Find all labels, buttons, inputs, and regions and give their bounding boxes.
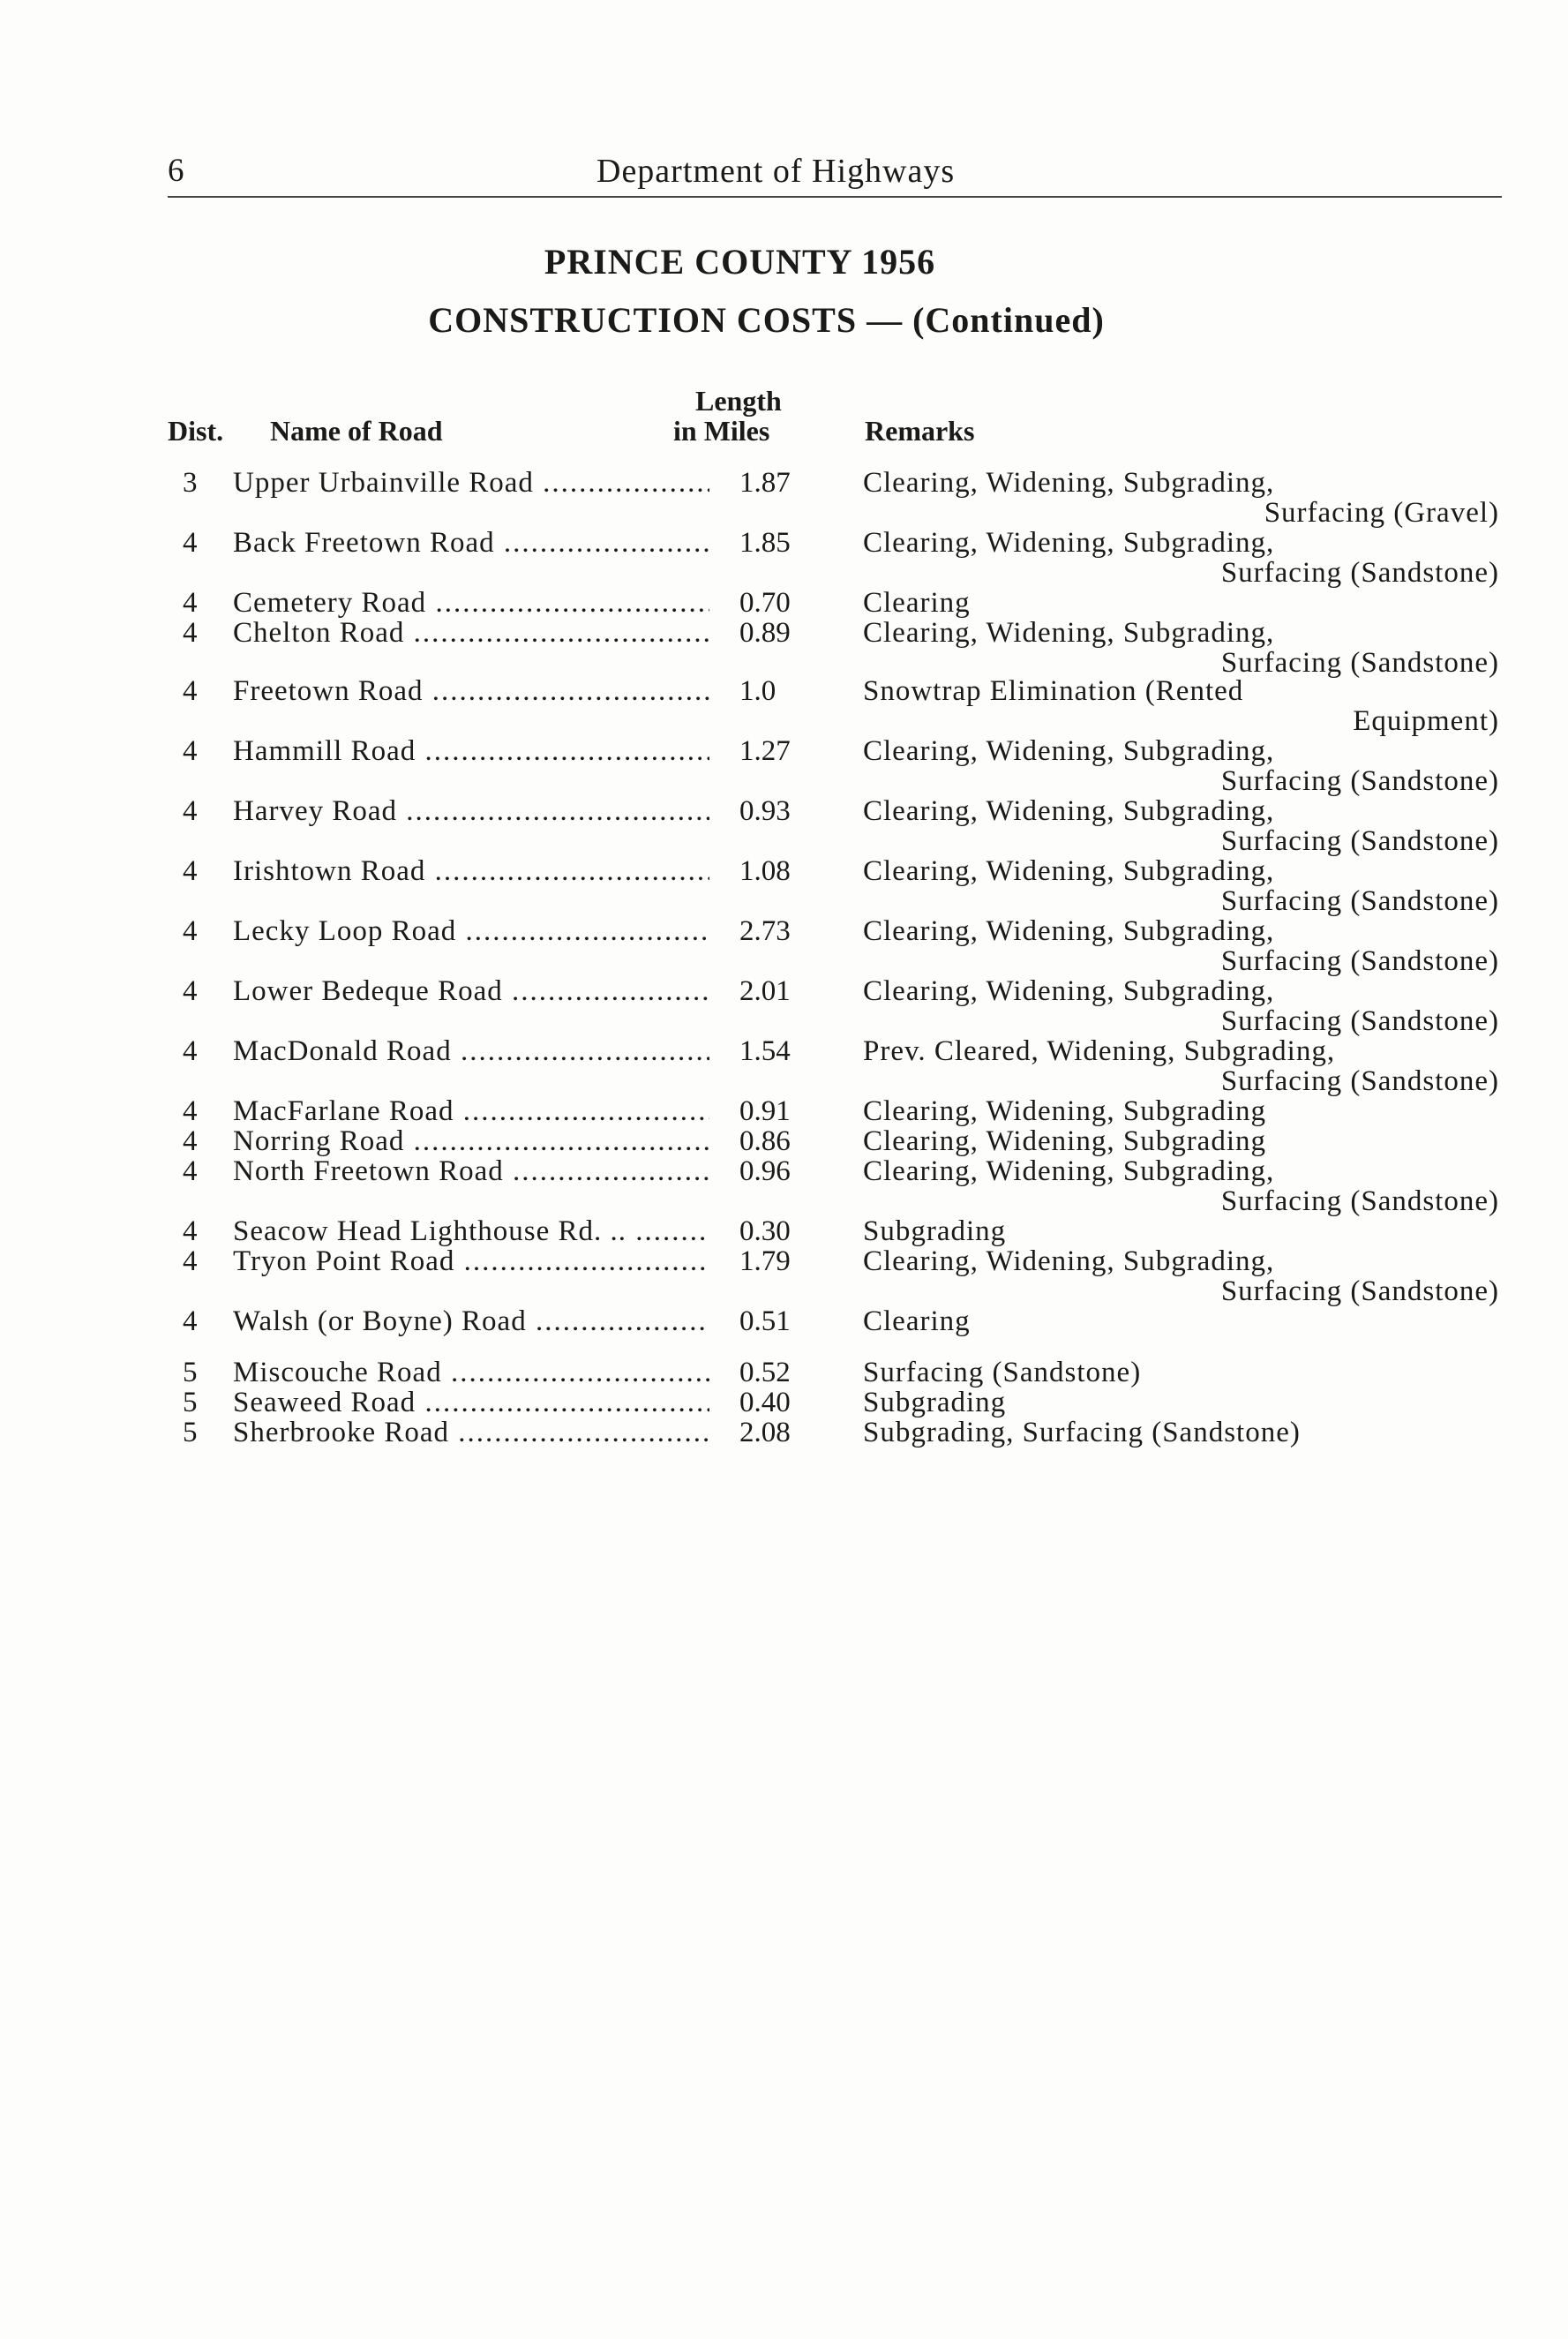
row-dist: 5	[183, 1357, 198, 1388]
row-length: 1.0	[739, 675, 776, 707]
row-road-name: Harvey Road .....	[233, 796, 709, 826]
row-remarks: Clearing, Widening, Subgrading,	[863, 795, 1275, 827]
row-length: 1.79	[739, 1245, 791, 1277]
row-length: 1.27	[739, 735, 791, 767]
row-dist: 4	[183, 1245, 198, 1277]
row-remarks-continued: Surfacing (Sandstone)	[1220, 1005, 1499, 1037]
row-length: 0.51	[739, 1305, 791, 1337]
row-road-name: MacDonald Road .....	[233, 1036, 709, 1066]
row-remarks: Subgrading	[863, 1387, 1007, 1418]
row-road-name: Hammill Road .....	[233, 736, 709, 766]
row-dist: 5	[183, 1387, 198, 1418]
row-dist: 4	[183, 975, 198, 1007]
row-length: 0.96	[739, 1155, 791, 1187]
row-length: 0.52	[739, 1357, 791, 1388]
row-dist: 4	[183, 675, 198, 707]
header-rule	[168, 196, 1502, 198]
row-dist: 4	[183, 527, 198, 559]
row-length: 0.89	[739, 617, 791, 649]
row-length: 2.08	[739, 1417, 791, 1448]
row-remarks: Clearing, Widening, Subgrading,	[863, 855, 1275, 887]
row-remarks-continued: Equipment)	[1353, 705, 1499, 737]
row-road-name: Freetown Road .....	[233, 676, 709, 706]
row-dist: 3	[183, 467, 198, 499]
row-dist: 4	[183, 1155, 198, 1187]
row-road-name: Cemetery Road .....	[233, 588, 709, 618]
row-road-name: Seaweed Road .....	[233, 1388, 709, 1418]
row-road-name: Upper Urbainville Road .....	[233, 468, 709, 498]
running-title: Department of Highways	[596, 153, 956, 190]
row-remarks-continued: Surfacing (Sandstone)	[1220, 885, 1499, 917]
row-dist: 4	[183, 1095, 198, 1127]
row-remarks: Clearing, Widening, Subgrading,	[863, 467, 1275, 499]
row-remarks: Clearing, Widening, Subgrading	[863, 1125, 1267, 1157]
row-length: 1.87	[739, 467, 791, 499]
row-length: 0.40	[739, 1387, 791, 1418]
row-road-name: North Freetown Road .....	[233, 1156, 709, 1186]
row-remarks: Surfacing (Sandstone)	[863, 1357, 1142, 1388]
row-dist: 4	[183, 1305, 198, 1337]
row-road-name: Seacow Head Lighthouse Rd. .. .....	[233, 1216, 709, 1246]
row-road-name: Walsh (or Boyne) Road .....	[233, 1306, 709, 1336]
row-length: 2.01	[739, 975, 791, 1007]
row-dist: 4	[183, 1215, 198, 1247]
row-dist: 4	[183, 587, 198, 619]
row-length: 0.86	[739, 1125, 791, 1157]
row-remarks: Clearing, Widening, Subgrading,	[863, 527, 1275, 559]
row-remarks: Clearing, Widening, Subgrading	[863, 1095, 1267, 1127]
page-number: 6	[168, 153, 184, 189]
row-dist: 4	[183, 1035, 198, 1067]
row-remarks: Clearing, Widening, Subgrading,	[863, 975, 1275, 1007]
row-road-name: Sherbrooke Road .....	[233, 1418, 709, 1448]
column-header-length-line2: in Miles	[673, 415, 770, 447]
row-remarks-continued: Surfacing (Sandstone)	[1220, 1275, 1499, 1307]
row-road-name: Tryon Point Road .....	[233, 1246, 709, 1276]
row-remarks: Prev. Cleared, Widening, Subgrading,	[863, 1035, 1336, 1067]
row-length: 0.91	[739, 1095, 791, 1127]
column-header-remarks: Remarks	[865, 415, 975, 447]
row-length: 0.93	[739, 795, 791, 827]
row-road-name: Lecky Loop Road .....	[233, 916, 709, 946]
row-length: 1.08	[739, 855, 791, 887]
row-remarks: Clearing	[863, 587, 971, 619]
row-length: 0.70	[739, 587, 791, 619]
row-remarks: Clearing, Widening, Subgrading,	[863, 915, 1275, 947]
row-dist: 4	[183, 795, 198, 827]
column-header-length-line1: Length	[695, 385, 782, 417]
section-title: CONSTRUCTION COSTS — (Continued)	[428, 300, 1105, 340]
row-remarks: Clearing	[863, 1305, 971, 1337]
row-remarks-continued: Surfacing (Sandstone)	[1220, 557, 1499, 589]
row-length: 0.30	[739, 1215, 791, 1247]
row-road-name: Back Freetown Road .....	[233, 528, 709, 558]
row-remarks: Clearing, Widening, Subgrading,	[863, 1155, 1275, 1187]
row-dist: 4	[183, 735, 198, 767]
row-remarks-continued: Surfacing (Sandstone)	[1220, 825, 1499, 857]
row-remarks: Clearing, Widening, Subgrading,	[863, 1245, 1275, 1277]
row-remarks-continued: Surfacing (Sandstone)	[1220, 647, 1499, 679]
row-road-name: Chelton Road .....	[233, 618, 709, 648]
column-header-dist: Dist.	[168, 415, 224, 447]
row-remarks: Clearing, Widening, Subgrading,	[863, 617, 1275, 649]
row-dist: 4	[183, 1125, 198, 1157]
row-length: 2.73	[739, 915, 791, 947]
row-remarks-continued: Surfacing (Sandstone)	[1220, 765, 1499, 797]
row-road-name: Miscouche Road .....	[233, 1358, 709, 1388]
row-road-name: Lower Bedeque Road .....	[233, 976, 709, 1006]
row-dist: 5	[183, 1417, 198, 1448]
county-title: PRINCE COUNTY 1956	[544, 242, 936, 282]
row-road-name: Norring Road .....	[233, 1126, 709, 1156]
row-length: 1.85	[739, 527, 791, 559]
row-road-name: Irishtown Road .....	[233, 856, 709, 886]
row-length: 1.54	[739, 1035, 791, 1067]
row-dist: 4	[183, 855, 198, 887]
column-header-name: Name of Road	[270, 415, 443, 447]
row-remarks-continued: Surfacing (Sandstone)	[1220, 1185, 1499, 1217]
row-remarks: Clearing, Widening, Subgrading,	[863, 735, 1275, 767]
row-dist: 4	[183, 617, 198, 649]
row-dist: 4	[183, 915, 198, 947]
row-remarks: Snowtrap Elimination (Rented	[863, 675, 1244, 707]
row-road-name: MacFarlane Road .....	[233, 1096, 709, 1126]
row-remarks-continued: Surfacing (Sandstone)	[1220, 945, 1499, 977]
row-remarks-continued: Surfacing (Gravel)	[1264, 497, 1499, 529]
row-remarks-continued: Surfacing (Sandstone)	[1220, 1065, 1499, 1097]
row-remarks: Subgrading	[863, 1215, 1007, 1247]
row-remarks: Subgrading, Surfacing (Sandstone)	[863, 1417, 1301, 1448]
